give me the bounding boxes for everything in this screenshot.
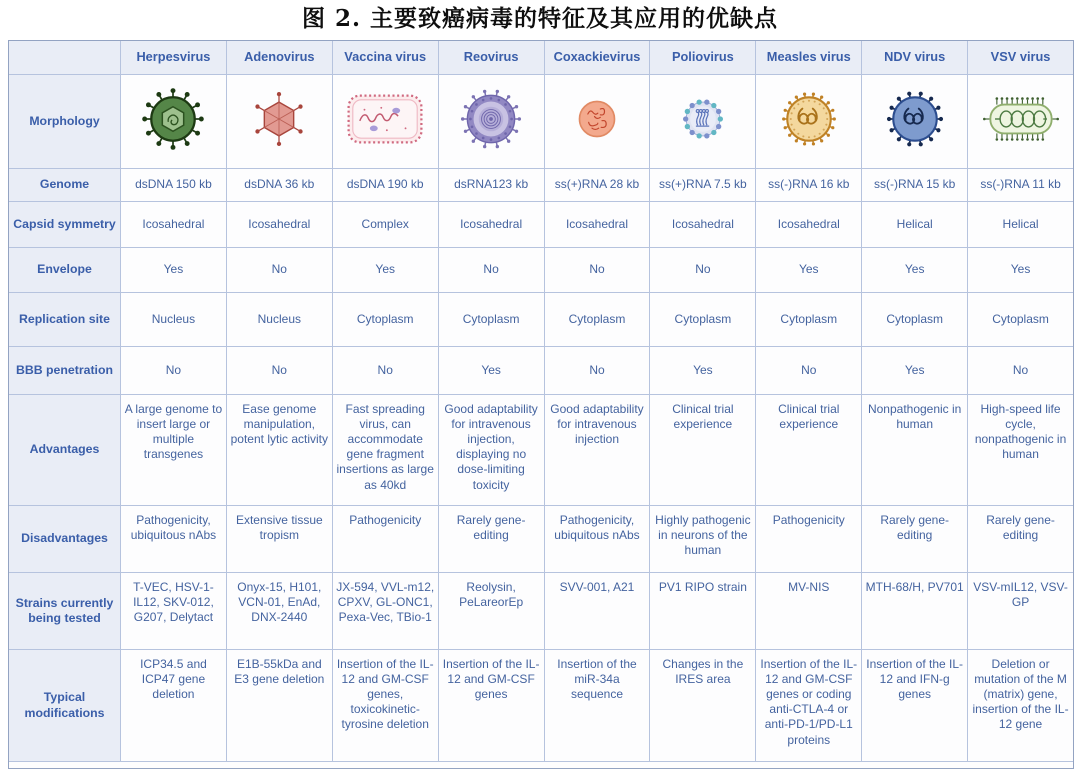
- row-label-morphology: Morphology: [9, 75, 120, 168]
- row-label-bbb-penetration: BBB penetration: [9, 347, 120, 394]
- cell-adenovirus-envelope: No: [227, 248, 332, 292]
- row-label-capsid-symmetry: Capsid symmetry: [9, 202, 120, 247]
- cell-measles-virus-bbb-penetration: No: [756, 347, 861, 394]
- cell-herpesvirus-strains-currently-being-tested: T-VEC, HSV-1-IL12, SKV-012, G207, Delytact: [121, 573, 226, 649]
- cell-poliovirus-strains-currently-being-tested: PV1 RIPO strain: [650, 573, 755, 649]
- cell-vaccina-virus-bbb-penetration: No: [333, 347, 438, 394]
- cell-coxackievirus-envelope: No: [545, 248, 650, 292]
- cell-measles-virus-envelope: Yes: [756, 248, 861, 292]
- row-label-replication-site: Replication site: [9, 293, 120, 346]
- cell-ndv-virus-bbb-penetration: Yes: [862, 347, 967, 394]
- row-label-strains-currently-being-tested: Strains currently being tested: [9, 573, 120, 649]
- morphology-cell: [650, 75, 755, 168]
- morphology-cell: [968, 75, 1073, 168]
- column-header-vsv-virus: VSV virus: [968, 41, 1073, 74]
- cell-poliovirus-advantages: Clinical trial experience: [650, 395, 755, 505]
- cell-vaccina-virus-capsid-symmetry: Complex: [333, 202, 438, 247]
- cell-poliovirus-replication-site: Cytoplasm: [650, 293, 755, 346]
- table-footer-strip: [9, 762, 1073, 768]
- cell-vaccina-virus-envelope: Yes: [333, 248, 438, 292]
- cell-poliovirus-bbb-penetration: Yes: [650, 347, 755, 394]
- cell-reovirus-typical-modifications: Insertion of the IL-12 and GM-CSF genes: [439, 650, 544, 761]
- cell-ndv-virus-envelope: Yes: [862, 248, 967, 292]
- cell-herpesvirus-genome: dsDNA 150 kb: [121, 169, 226, 201]
- measles-virus-icon: [775, 85, 843, 157]
- column-header-poliovirus: Poliovirus: [650, 41, 755, 74]
- cell-ndv-virus-capsid-symmetry: Helical: [862, 202, 967, 247]
- cell-measles-virus-genome: ss(-)RNA 16 kb: [756, 169, 861, 201]
- cell-coxackievirus-advantages: Good adaptability for intravenous injection: [545, 395, 650, 505]
- cell-adenovirus-strains-currently-being-tested: Onyx-15, H101, VCN-01, EnAd, DNX-2440: [227, 573, 332, 649]
- poliovirus-icon: [671, 87, 735, 155]
- cell-vsv-virus-replication-site: Cytoplasm: [968, 293, 1073, 346]
- cell-reovirus-disadvantages: Rarely gene-editing: [439, 506, 544, 572]
- cell-adenovirus-bbb-penetration: No: [227, 347, 332, 394]
- cell-reovirus-genome: dsRNA123 kb: [439, 169, 544, 201]
- adenovirus-icon: [247, 87, 311, 155]
- cell-coxackievirus-bbb-penetration: No: [545, 347, 650, 394]
- cell-measles-virus-typical-modifications: Insertion of the IL-12 and GM-CSF genes or coding anti-CTLA-4 or anti-PD-1/PD-L1 proteins: [756, 650, 861, 761]
- cell-coxackievirus-capsid-symmetry: Icosahedral: [545, 202, 650, 247]
- morphology-cell: [545, 75, 650, 168]
- cell-reovirus-bbb-penetration: Yes: [439, 347, 544, 394]
- cell-adenovirus-replication-site: Nucleus: [227, 293, 332, 346]
- cell-vaccina-virus-typical-modifications: Insertion of the IL-12 and GM-CSF genes, toxicokinetic-tyrosine deletion: [333, 650, 438, 761]
- cell-herpesvirus-advantages: A large genome to insert large or multiple transgenes: [121, 395, 226, 505]
- cell-vsv-virus-typical-modifications: Deletion or mutation of the M (matrix) gene, insertion of the IL-12 gene: [968, 650, 1073, 761]
- row-label-genome: Genome: [9, 169, 120, 201]
- row-label-advantages: Advantages: [9, 395, 120, 505]
- cell-vaccina-virus-strains-currently-being-tested: JX-594, VVL-m12, CPXV, GL-ONC1, Pexa-Vec, TBio-1: [333, 573, 438, 649]
- cell-adenovirus-genome: dsDNA 36 kb: [227, 169, 332, 201]
- column-header-coxackievirus: Coxackievirus: [545, 41, 650, 74]
- coxackievirus-icon: [567, 89, 627, 153]
- cell-vsv-virus-genome: ss(-)RNA 11 kb: [968, 169, 1073, 201]
- vsv-virus-icon: [982, 92, 1060, 150]
- cell-herpesvirus-bbb-penetration: No: [121, 347, 226, 394]
- cell-ndv-virus-genome: ss(-)RNA 15 kb: [862, 169, 967, 201]
- cell-reovirus-advantages: Good adaptability for intravenous injection, displaying no dose-limiting toxicity: [439, 395, 544, 505]
- cell-ndv-virus-disadvantages: Rarely gene-editing: [862, 506, 967, 572]
- cell-measles-virus-replication-site: Cytoplasm: [756, 293, 861, 346]
- cell-herpesvirus-capsid-symmetry: Icosahedral: [121, 202, 226, 247]
- cell-ndv-virus-advantages: Nonpathogenic in human: [862, 395, 967, 505]
- column-header-measles-virus: Measles virus: [756, 41, 861, 74]
- cell-measles-virus-strains-currently-being-tested: MV-NIS: [756, 573, 861, 649]
- column-header-herpesvirus: Herpesvirus: [121, 41, 226, 74]
- row-label-disadvantages: Disadvantages: [9, 506, 120, 572]
- cell-vsv-virus-capsid-symmetry: Helical: [968, 202, 1073, 247]
- cell-vsv-virus-bbb-penetration: No: [968, 347, 1073, 394]
- morphology-cell: [227, 75, 332, 168]
- cell-herpesvirus-typical-modifications: ICP34.5 and ICP47 gene deletion: [121, 650, 226, 761]
- cell-ndv-virus-replication-site: Cytoplasm: [862, 293, 967, 346]
- column-header-adenovirus: Adenovirus: [227, 41, 332, 74]
- figure-title: 图 2. 主要致癌病毒的特征及其应用的优缺点: [301, 5, 779, 32]
- morphology-cell: [439, 75, 544, 168]
- cell-adenovirus-advantages: Ease genome manipulation, potent lytic activity: [227, 395, 332, 505]
- cell-ndv-virus-typical-modifications: Insertion of the IL-12 and IFN-g genes: [862, 650, 967, 761]
- cell-coxackievirus-genome: ss(+)RNA 28 kb: [545, 169, 650, 201]
- morphology-cell: [333, 75, 438, 168]
- column-header-vaccina-virus: Vaccina virus: [333, 41, 438, 74]
- cell-adenovirus-disadvantages: Extensive tissue tropism: [227, 506, 332, 572]
- morphology-cell: [121, 75, 226, 168]
- cell-vsv-virus-strains-currently-being-tested: VSV-mIL12, VSV-GP: [968, 573, 1073, 649]
- cell-vaccina-virus-genome: dsDNA 190 kb: [333, 169, 438, 201]
- cell-poliovirus-disadvantages: Highly pathogenic in neurons of the human: [650, 506, 755, 572]
- vaccinia-virus-icon: [345, 91, 425, 151]
- cell-adenovirus-capsid-symmetry: Icosahedral: [227, 202, 332, 247]
- cell-vaccina-virus-replication-site: Cytoplasm: [333, 293, 438, 346]
- reovirus-icon: [457, 85, 525, 157]
- herpesvirus-icon: [139, 85, 207, 157]
- cell-coxackievirus-replication-site: Cytoplasm: [545, 293, 650, 346]
- cell-measles-virus-capsid-symmetry: Icosahedral: [756, 202, 861, 247]
- cell-adenovirus-typical-modifications: E1B-55kDa and E3 gene deletion: [227, 650, 332, 761]
- row-label-typical-modifications: Typical modifications: [9, 650, 120, 761]
- ndv-virus-icon: [881, 85, 949, 157]
- cell-herpesvirus-replication-site: Nucleus: [121, 293, 226, 346]
- cell-vsv-virus-disadvantages: Rarely gene-editing: [968, 506, 1073, 572]
- cell-vsv-virus-advantages: High-speed life cycle, nonpathogenic in human: [968, 395, 1073, 505]
- column-header-ndv-virus: NDV virus: [862, 41, 967, 74]
- morphology-cell: [756, 75, 861, 168]
- cell-poliovirus-genome: ss(+)RNA 7.5 kb: [650, 169, 755, 201]
- cell-coxackievirus-strains-currently-being-tested: SVV-001, A21: [545, 573, 650, 649]
- cell-coxackievirus-disadvantages: Pathogenicity, ubiquitous nAbs: [545, 506, 650, 572]
- cell-poliovirus-capsid-symmetry: Icosahedral: [650, 202, 755, 247]
- cell-vsv-virus-envelope: Yes: [968, 248, 1073, 292]
- cell-measles-virus-disadvantages: Pathogenicity: [756, 506, 861, 572]
- cell-measles-virus-advantages: Clinical trial experience: [756, 395, 861, 505]
- cell-reovirus-replication-site: Cytoplasm: [439, 293, 544, 346]
- cell-reovirus-strains-currently-being-tested: Reolysin, PeLareorEp: [439, 573, 544, 649]
- corner-cell: [9, 41, 120, 74]
- cell-herpesvirus-envelope: Yes: [121, 248, 226, 292]
- cell-reovirus-envelope: No: [439, 248, 544, 292]
- cell-coxackievirus-typical-modifications: Insertion of the miR-34a sequence: [545, 650, 650, 761]
- cell-ndv-virus-strains-currently-being-tested: MTH-68/H, PV701: [862, 573, 967, 649]
- column-header-reovirus: Reovirus: [439, 41, 544, 74]
- cell-herpesvirus-disadvantages: Pathogenicity, ubiquitous nAbs: [121, 506, 226, 572]
- cell-vaccina-virus-advantages: Fast spreading virus, can accommodate gene fragment insertions as large as 40kd: [333, 395, 438, 505]
- morphology-cell: [862, 75, 967, 168]
- cell-poliovirus-typical-modifications: Changes in the IRES area: [650, 650, 755, 761]
- cell-reovirus-capsid-symmetry: Icosahedral: [439, 202, 544, 247]
- virus-comparison-table: [8, 40, 1074, 769]
- row-label-envelope: Envelope: [9, 248, 120, 292]
- cell-vaccina-virus-disadvantages: Pathogenicity: [333, 506, 438, 572]
- cell-poliovirus-envelope: No: [650, 248, 755, 292]
